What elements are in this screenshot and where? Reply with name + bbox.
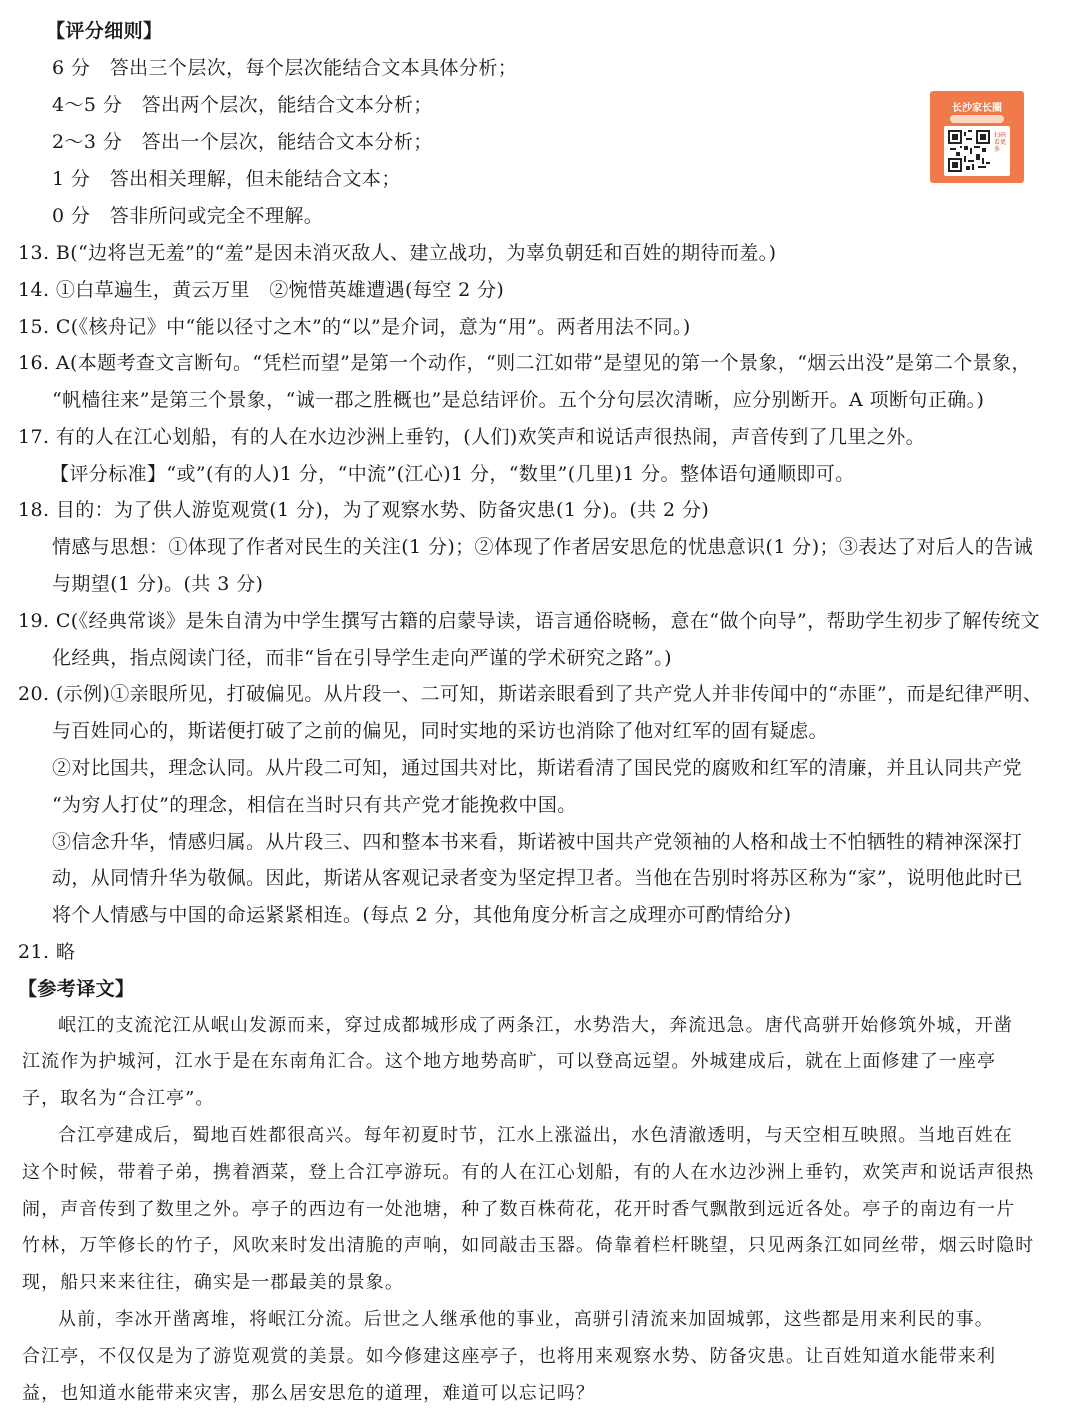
qr-side-text: 扫码看更多 bbox=[994, 132, 1007, 153]
translation-p1-line-2: 江流作为护城河，江水于是在东南角汇合。这个地方地势高旷，可以登高远望。外城建成后，就在上面修建了一座亭 bbox=[22, 1051, 997, 1072]
translation-heading: 【参考译文】 bbox=[18, 978, 135, 1000]
rubric-line-1: 1 分 答出相关理解，但未能结合文本； bbox=[52, 168, 401, 190]
translation-p1-line-1: 岷江的支流沱江从岷山发源而来，穿过成都城形成了两条江，水势浩大，奔流迅急。唐代高骈开始修筑外城，开凿 bbox=[58, 1015, 1013, 1036]
answer-14: 14. ①白草遍生，黄云万里 ②惋惜英雄遭遇(每空 2 分) bbox=[18, 279, 505, 301]
answer-15: 15. C(《核舟记》中“能以径寸之木”的“以”是介词，意为“用”。两者用法不同。) bbox=[18, 316, 691, 338]
answer-13: 13. B(“边将岂无羞”的“羞”是因未消灭敌人、建立战功，为辜负朝廷和百姓的期待而羞。) bbox=[18, 242, 777, 264]
rubric-line-4-5: 4～5 分 答出两个层次，能结合文本分析； bbox=[52, 94, 433, 116]
translation-p2-line-2: 这个时候，带着子弟，携着酒菜，登上合江亭游玩。有的人在江心划船，有的人在水边沙洲上垂钓，欢笑声和说话声很热 bbox=[22, 1162, 1035, 1183]
answer-19: 19. C(《经典常谈》是朱自清为中学生撰写古籍的启蒙导读，语言通俗晓畅，意在“做个向导”，帮助学生初步了解传统文 bbox=[18, 610, 1040, 632]
answer-17-scoring: 【评分标准】“或”(有的人)1 分，“中流”(江心)1 分，“数里”(几里)1 分。整体语句通顺即可。 bbox=[50, 463, 855, 485]
answer-20-line-4: “为穷人打仗”的理念，相信在当时只有共产党才能挽救中国。 bbox=[52, 794, 577, 816]
translation-p2-line-3: 闹，声音传到了数里之外。亭子的西边有一处池塘，种了数百株荷花，花开时香气飘散到远近各处。亭子的南边有一片 bbox=[22, 1199, 1016, 1220]
translation-p2-line-1: 合江亭建成后，蜀地百姓都很高兴。每年初夏时节，江水上涨溢出，水色清澈透明，与天空相互映照。当地百姓在 bbox=[58, 1125, 1013, 1146]
rubric-line-2-3: 2～3 分 答出一个层次，能结合文本分析； bbox=[52, 131, 433, 153]
answer-17: 17. 有的人在江心划船，有的人在水边沙洲上垂钓，(人们)欢笑声和说话声很热闹，声音传到了几里之外。 bbox=[18, 426, 926, 448]
answer-20: 20. (示例)①亲眼所见，打破偏见。从片段一、二可知，斯诺亲眼看到了共产党人并非传闻中的“赤匪”，而是纪律严明、 bbox=[18, 683, 1043, 705]
answer-19-cont: 化经典，指点阅读门径，而非“旨在引导学生走向严谨的学术研究之路”。) bbox=[52, 647, 672, 669]
answer-21: 21. 略 bbox=[18, 941, 76, 963]
qr-badge-subtitle-bar bbox=[950, 115, 1004, 123]
answer-18: 18. 目的：为了供人游览观赏(1 分)，为了观察水势、防备灾患(1 分)。(共 2 分) bbox=[18, 499, 710, 521]
translation-p3-line-3: 益，也知道水能带来灾害，那么居安思危的道理，难道可以忘记吗？ bbox=[22, 1383, 595, 1404]
qr-code-badge[interactable] bbox=[930, 91, 1024, 183]
translation-p3-line-1: 从前，李冰开凿离堆，将岷江分流。后世之人继承他的事业，高骈引清流来加固城郭，这些都是用来利民的事。 bbox=[58, 1309, 994, 1330]
answer-16: 16. A(本题考查文言断句。“凭栏而望”是第一个动作，“则二江如带”是望见的第一个景象，“烟云出没”是第二个景象， bbox=[18, 352, 1031, 374]
translation-p1-line-3: 子，取名为“合江亭”。 bbox=[22, 1088, 215, 1109]
answer-18-emotion: 情感与思想：①体现了作者对民生的关注(1 分)；②体现了作者居安思危的忧患意识(1 分)；③表达了对后人的告诫 bbox=[52, 536, 1033, 558]
translation-p2-line-5: 现，船只来来往往，确实是一郡最美的景象。 bbox=[22, 1272, 404, 1293]
answer-16-cont: “帆樯往来”是第三个景象，“诚一郡之胜概也”是总结评价。五个分句层次清晰，应分别断开。A 项断句正确。) bbox=[52, 389, 985, 411]
qr-code-icon bbox=[948, 130, 990, 172]
answer-20-line-2: 与百姓同心的，斯诺便打破了之前的偏见，同时实地的采访也消除了他对红军的固有疑虑。 bbox=[52, 720, 829, 742]
translation-p3-line-2: 合江亭，不仅仅是为了游览观赏的美景。如今修建这座亭子，也将用来观察水势、防备灾患。让百姓知道水能带来利 bbox=[22, 1346, 997, 1367]
rubric-line-0: 0 分 答非所问或完全不理解。 bbox=[52, 205, 324, 227]
answer-20-line-7: 将个人情感与中国的命运紧紧相连。(每点 2 分，其他角度分析言之成理亦可酌情给分) bbox=[52, 904, 792, 926]
qr-card bbox=[944, 126, 1010, 176]
answer-18-cont: 与期望(1 分)。(共 3 分) bbox=[52, 573, 264, 595]
translation-p2-line-4: 竹林，万竿修长的竹子，风吹来时发出清脆的声响，如同敲击玉器。倚靠着栏杆眺望，只见两条江如同丝带，烟云时隐时 bbox=[22, 1235, 1035, 1256]
answer-20-line-6: 动，从同情升华为敬佩。因此，斯诺从客观记录者变为坚定捍卫者。当他在告别时将苏区称为“家”，说明他此时已 bbox=[52, 867, 1023, 889]
rubric-line-6: 6 分 答出三个层次，每个层次能结合文本具体分析； bbox=[52, 57, 518, 79]
answer-20-point-3: ③信念升华，情感归属。从片段三、四和整本书来看，斯诺被中国共产党领袖的人格和战士不怕牺牲的精神深深打 bbox=[52, 831, 1023, 853]
answer-20-point-2: ②对比国共，理念认同。从片段二可知，通过国共对比，斯诺看清了国民党的腐败和红军的清廉，并且认同共产党 bbox=[52, 757, 1023, 779]
rubric-heading: 【评分细则】 bbox=[46, 20, 163, 42]
qr-badge-title: 长沙家长圈 bbox=[952, 103, 1002, 114]
